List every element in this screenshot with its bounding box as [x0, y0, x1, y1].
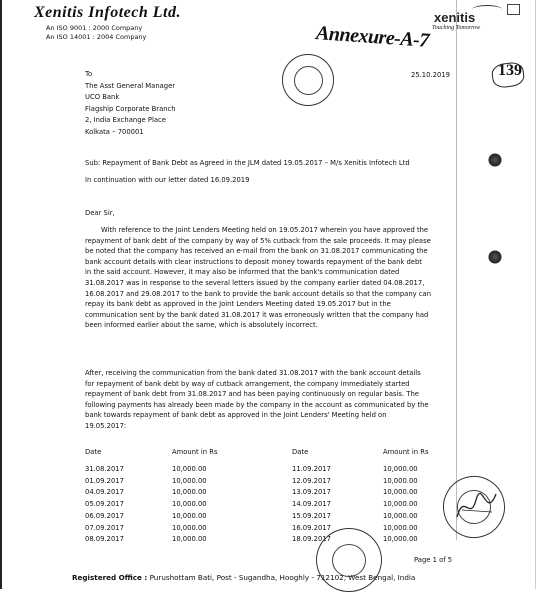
page-number: Page 1 of 5 [414, 556, 453, 564]
company-name: Xenitis Infotech Ltd. [34, 4, 181, 21]
paragraph-2 [85, 368, 459, 432]
company-logo: xenitis [434, 10, 476, 25]
cert-mark-icon [507, 4, 520, 15]
table-col-dates-left [85, 464, 124, 546]
table-cell: 14.09.2017 [292, 500, 331, 509]
table-cell: 10,000.00 [172, 535, 207, 544]
bank-stamp-top [282, 54, 334, 106]
table-cell: 15.09.2017 [292, 511, 331, 520]
table-cell: 12.09.2017 [292, 476, 331, 485]
handwritten-circle [490, 61, 525, 89]
table-cell: 04.09.2017 [85, 488, 124, 497]
para-line: communication sent by the bank dated 31.08.2017 it was erroneously written that the company had [85, 310, 429, 319]
table-cell: 05.09.2017 [85, 500, 124, 509]
table-header-amount: Amount in Rs [383, 448, 429, 456]
para-line: been informed earlier about the same, which is absolutely incorrect. [85, 321, 318, 330]
para-line: 19.05.2017: [85, 421, 127, 430]
table-cell: 10,000.00 [383, 476, 418, 485]
table-cell: 11.09.2017 [292, 465, 331, 473]
para-line: bank towards repayment of bank debt as approved in the Joint Lenders' Meeting held on [85, 411, 387, 420]
table-col-amounts-right [383, 464, 418, 546]
table-header-amount: Amount in Rs [172, 448, 218, 456]
handwritten-page-number: 139 [498, 62, 522, 79]
table-cell: 31.08.2017 [85, 465, 124, 473]
table-cell: 10,000.00 [172, 488, 207, 497]
para-line: repayment of bank debt of the company by way of 5% cutback from the sale proceeds. It may please [85, 236, 431, 245]
address-line: Flagship Corporate Branch [85, 105, 176, 113]
table-cell: 10,000.00 [383, 488, 418, 497]
table-col-amounts-left [172, 464, 207, 546]
table-cell: 10,000.00 [383, 500, 418, 509]
address-line: Kolkata – 700001 [85, 128, 144, 136]
table-header-date: Date [292, 448, 309, 456]
table-cell: 08.09.2017 [85, 535, 124, 544]
logo-tagline: Touching Tomorrow [432, 25, 481, 31]
table-cell: 10,000.00 [172, 476, 207, 485]
para-line: 31.08.2017 was in response to the several letters issued by the company earlier dated 04.08.2017, [85, 278, 425, 287]
subject-line: Sub: Repayment of Bank Debt as Agreed in the JLM dated 19.05.2017 – M/s Xenitis Infotech Ltd [85, 159, 410, 167]
scan-line-artifact [535, 0, 536, 589]
para-line: be noted that the company has received an e-mail from the bank on 31.08.2017 communicating the [85, 247, 428, 256]
para-line: bank account details with clear instructions to deposit money towards repayment of the bank debt [85, 257, 422, 266]
table-cell: 10,000.00 [383, 511, 418, 520]
para-line: After, receiving the communication from the bank dated 31.08.2017 with the bank account details [85, 369, 421, 377]
table-cell: 10,000.00 [172, 511, 207, 520]
address-line: The Asst General Manager [85, 82, 176, 90]
punch-hole [487, 249, 503, 265]
logo-swoosh [472, 5, 502, 14]
footer-address: Purushottam Bati, Post - Sugandha, Hooghly - 712102, West Bengal, India [147, 573, 416, 582]
table-header-date: Date [85, 448, 102, 456]
table-cell: 10,000.00 [172, 465, 207, 473]
para-line: repay its bank debt as approved in the Joint Lenders Meeting dated 19.05.2017 but in the [85, 300, 391, 309]
continuation-line: In continuation with our letter dated 16.09.2019 [85, 176, 250, 184]
para-line: in the said account. However, it may also be informed that the bank's communication dated [85, 268, 400, 277]
table-cell: 07.09.2017 [85, 523, 124, 532]
footer-label: Registered Office : [72, 573, 148, 582]
para-line: With reference to the Joint Lenders Meeting held on 19.05.2017 wherein you have approved the [101, 226, 429, 234]
para-line: following payments has already been made by the company in the account as communicated by the [85, 400, 429, 409]
signature-scribble [452, 482, 502, 527]
punch-hole [487, 152, 503, 168]
iso-line-2: An ISO 14001 : 2004 Company [46, 33, 147, 41]
table-cell: 10,000.00 [172, 523, 207, 532]
table-col-dates-right [292, 464, 331, 546]
table-cell: 06.09.2017 [85, 511, 124, 520]
address-line: 2, India Exchange Place [85, 116, 166, 124]
scan-edge [0, 0, 2, 589]
para-line: repayment of bank debt from 31.08.2017 and has been paying continuously on regular basis. The [85, 390, 419, 399]
bank-stamp-bottom [316, 528, 382, 592]
table-cell: 18.09.2017 [292, 535, 331, 544]
address-to: To [85, 70, 93, 78]
iso-line-1: An ISO 9001 : 2000 Company [46, 24, 143, 32]
salutation: Dear Sir, [85, 209, 115, 217]
table-cell: 10,000.00 [383, 465, 418, 473]
table-cell: 10,000.00 [383, 523, 418, 532]
paragraph-1 [85, 225, 459, 331]
para-line: 16.08.2017 and 29.08.2017 to the bank to provide the bank account details so that the company can [85, 289, 432, 298]
table-cell: 10,000.00 [172, 500, 207, 509]
letter-date: 25.10.2019 [411, 71, 450, 79]
handwritten-annexure: Annexure-A-7 [315, 22, 430, 52]
table-cell: 13.09.2017 [292, 488, 331, 497]
table-cell: 01.09.2017 [85, 476, 124, 485]
para-line: for repayment of bank debt by way of cutback arrangement, the company immediately started [85, 379, 410, 388]
address-line: UCO Bank [85, 93, 120, 101]
table-cell: 16.09.2017 [292, 523, 331, 532]
footer-registered-office [72, 573, 415, 582]
table-cell: 10,000.00 [383, 535, 418, 544]
